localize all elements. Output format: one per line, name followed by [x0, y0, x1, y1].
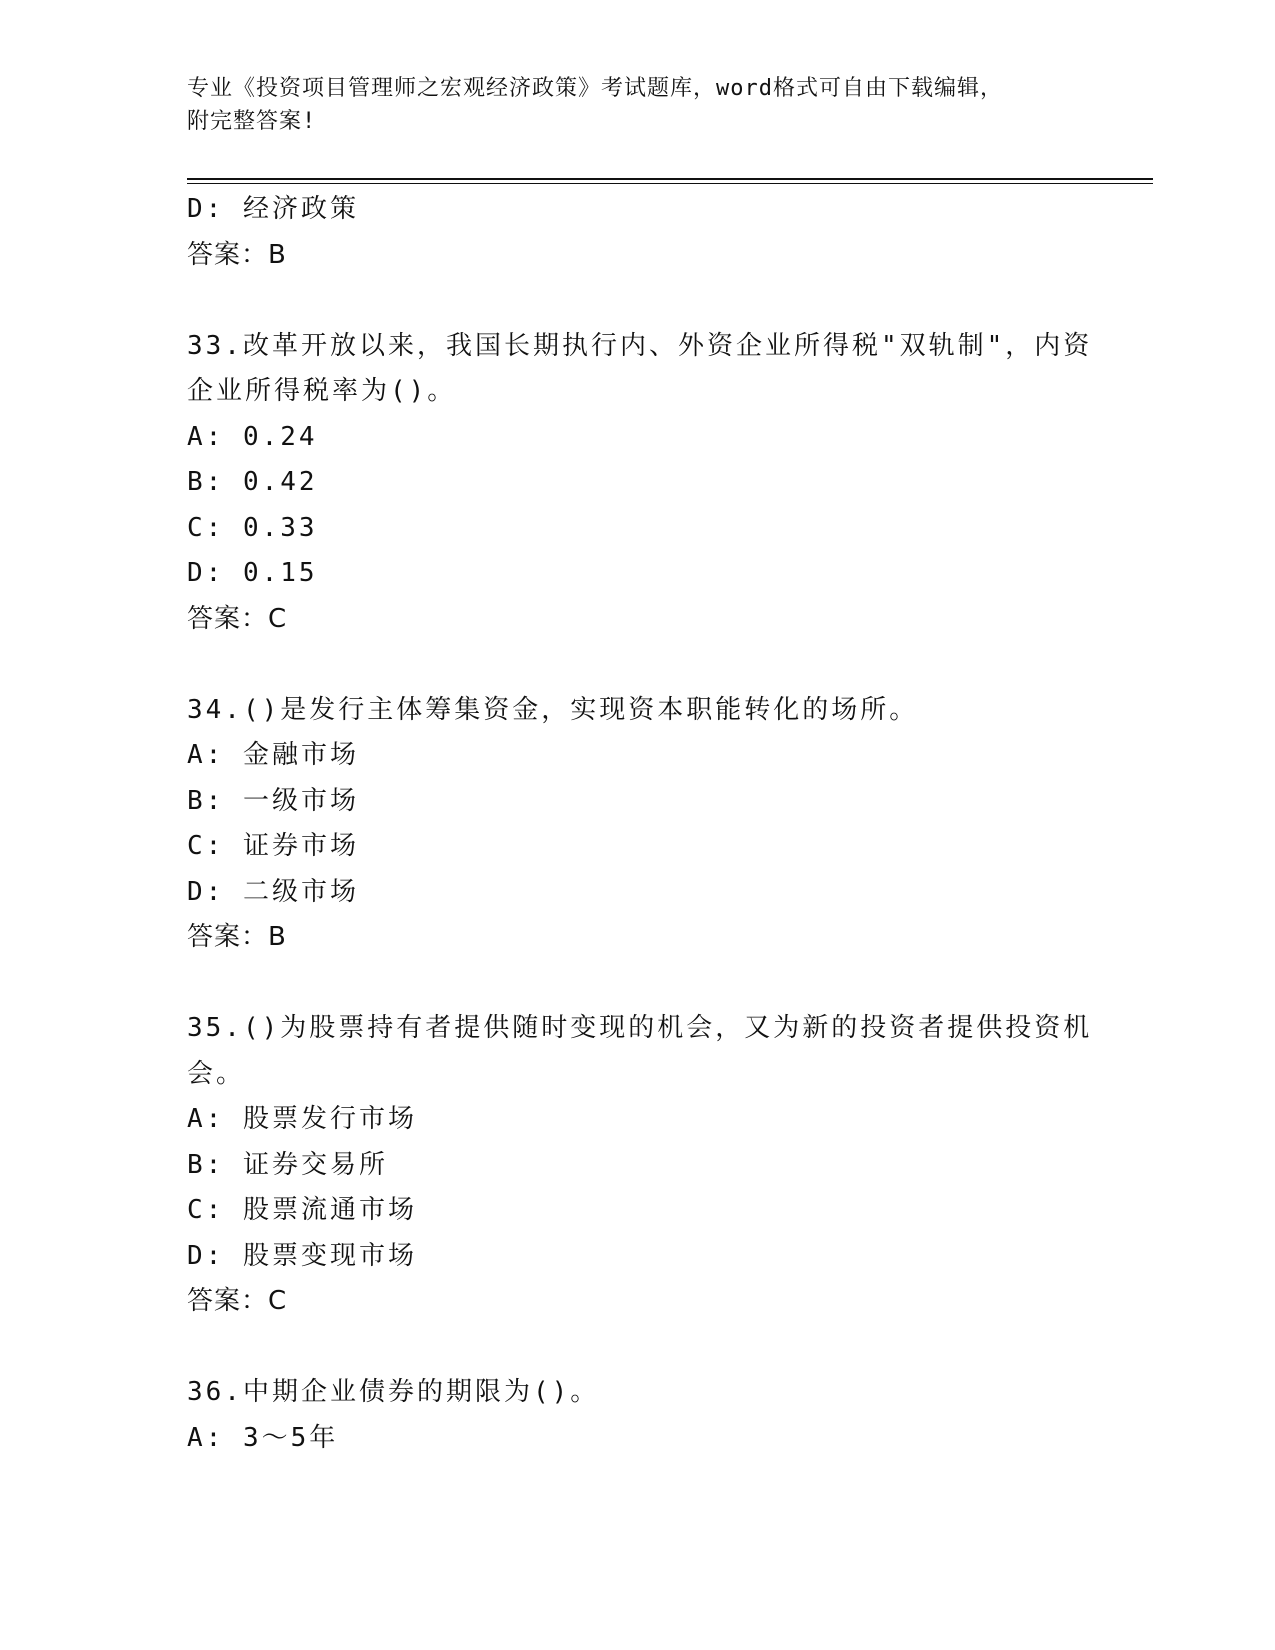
question-33	[187, 324, 1093, 643]
question-35-option-c: C: 股票流通市场	[187, 1195, 417, 1225]
question-33-option-d: D: 0.15	[187, 558, 318, 588]
question-34-option-a: A: 金融市场	[187, 740, 359, 770]
spacer	[187, 1325, 1087, 1371]
question-36-option-a: A: 3～5年	[187, 1422, 339, 1453]
page-header	[187, 72, 1087, 138]
question-34-answer: 答案：B	[187, 922, 287, 952]
question-34	[187, 688, 1087, 961]
question-33-answer: 答案：C	[187, 603, 288, 634]
header-rule-thick	[187, 178, 1153, 180]
question-33-stem-line-1: 33.改革开放以来，我国长期执行内、外资企业所得税"双轨制"，内资	[187, 330, 1093, 361]
question-36	[187, 1370, 1087, 1461]
question-34-option-d: D: 二级市场	[187, 876, 359, 907]
question-36-stem: 36.中期企业债券的期限为()。	[187, 1377, 600, 1407]
spacer	[187, 278, 1087, 324]
question-35-option-a: A: 股票发行市场	[187, 1104, 417, 1134]
question-33-stem-line-2: 企业所得税率为()。	[187, 376, 457, 406]
question-35-answer: 答案：C	[187, 1286, 288, 1316]
question-35	[187, 1006, 1093, 1325]
question-35-stem-line-2: 会。	[187, 1058, 246, 1089]
question-33-option-c: C: 0.33	[187, 512, 318, 543]
question-list	[187, 187, 1093, 1461]
question-33-option-a: A: 0.24	[187, 421, 318, 452]
spacer	[187, 961, 1087, 1007]
header-line-2: 附完整答案!	[187, 109, 317, 134]
question-34-stem: 34.()是发行主体筹集资金，实现资本职能转化的场所。	[187, 694, 919, 725]
question-33-option-b: B: 0.42	[187, 467, 318, 497]
prev-answer: 答案：B	[187, 239, 287, 270]
header-rule-thin	[187, 183, 1153, 184]
question-34-option-c: C: 证券市场	[187, 831, 359, 861]
question-35-option-d: D: 股票变现市场	[187, 1240, 417, 1271]
question-35-option-b: B: 证券交易所	[187, 1149, 388, 1180]
spacer	[187, 642, 1087, 688]
question-35-stem-line-1: 35.()为股票持有者提供随时变现的机会，又为新的投资者提供投资机	[187, 1013, 1093, 1043]
question-34-option-b: B: 一级市场	[187, 785, 359, 816]
header-line-1: 专业《投资项目管理师之宏观经济政策》考试题库，word格式可自由下载编辑，	[187, 76, 1003, 101]
prev-option-d: D: 经济政策	[187, 194, 359, 224]
